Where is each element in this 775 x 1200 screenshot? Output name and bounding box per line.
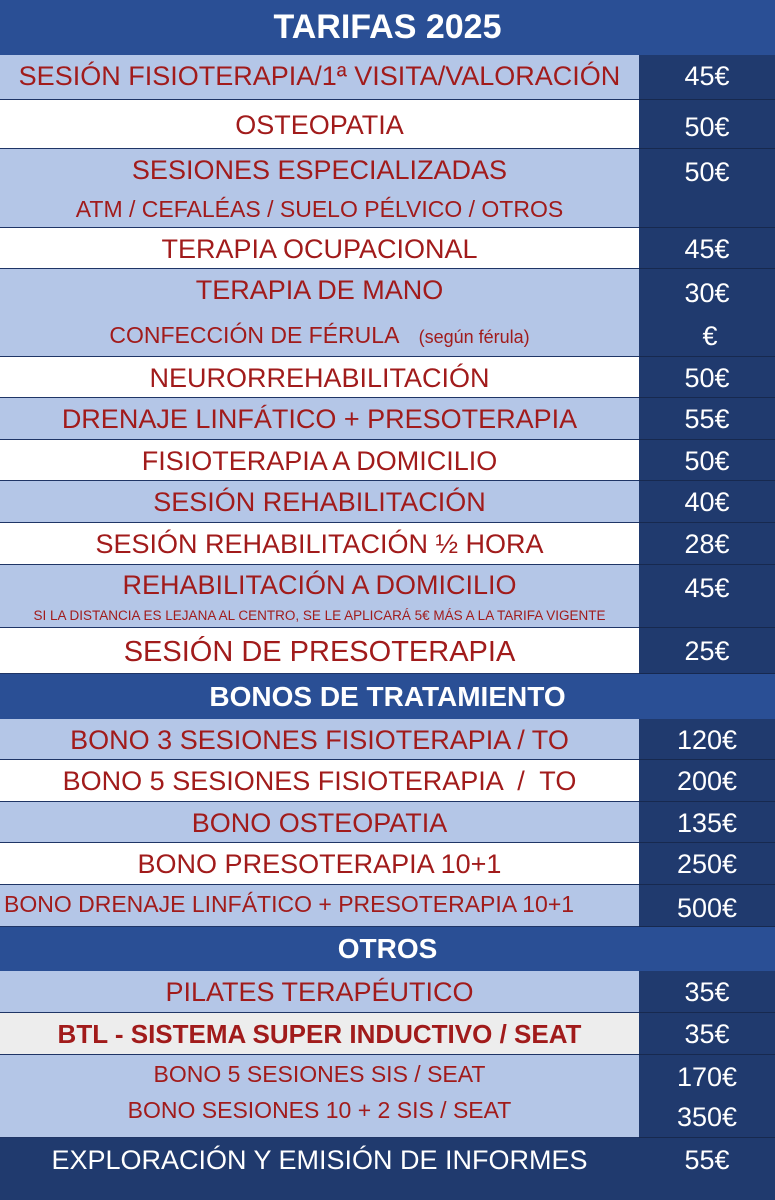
service-name: BONO 3 SESIONES FISIOTERAPIA / TO xyxy=(70,725,569,755)
service-name: BTL - SISTEMA SUPER INDUCTIVO / SEAT xyxy=(57,1019,582,1049)
tariff-row xyxy=(0,719,775,760)
tariff-row xyxy=(0,55,775,100)
service-price: 50€ xyxy=(684,363,730,393)
service-price: 28€ xyxy=(684,529,730,559)
service-name: BONO DRENAJE LINFÁTICO + PRESOTERAPIA 10+1 xyxy=(4,891,575,917)
service-name: PILATES TERAPÉUTICO xyxy=(165,977,474,1007)
service-name: REHABILITACIÓN A DOMICILIO xyxy=(122,570,517,600)
service-price: 120€ xyxy=(676,725,738,755)
service-name: BONO OSTEOPATIA xyxy=(191,808,448,838)
service-subprice: € xyxy=(702,321,718,351)
tariff-row xyxy=(0,357,775,398)
service-name: SESIONES ESPECIALIZADAS xyxy=(131,155,508,185)
tariff-row xyxy=(0,971,775,1013)
service-subname xyxy=(0,324,639,347)
service-price: 50€ xyxy=(684,112,730,142)
service-name: BONO 5 SESIONES FISIOTERAPIA / TO xyxy=(62,766,577,796)
service-name: SESIÓN FISIOTERAPIA/1ª VISITA/VALORACIÓN xyxy=(18,61,621,91)
service-subname: SI LA DISTANCIA ES LEJANA AL CENTRO, SE LE APLICARÁ 5€ MÁS A LA TARIFA VIGENTE xyxy=(33,608,606,623)
section-header-otros: OTROS xyxy=(0,927,775,971)
service-price: 250€ xyxy=(676,849,738,879)
tariff-row xyxy=(0,523,775,565)
tariff-row xyxy=(0,843,775,885)
tariff-row xyxy=(0,228,775,269)
service-price: 135€ xyxy=(676,808,738,838)
service-name: TERAPIA DE MANO xyxy=(195,275,444,305)
service-price: 50€ xyxy=(684,446,730,476)
service-price: 30€ xyxy=(684,278,730,308)
service-name: DRENAJE LINFÁTICO + PRESOTERAPIA xyxy=(61,404,578,434)
tariff-row xyxy=(0,100,775,149)
tariff-row xyxy=(0,885,775,927)
tariff-row xyxy=(0,1138,775,1200)
tariff-row xyxy=(0,1055,775,1138)
subname-note: (según férula) xyxy=(418,327,530,347)
service-price: 45€ xyxy=(684,573,730,603)
service-name: SESIÓN REHABILITACIÓN ½ HORA xyxy=(95,529,544,559)
subname-text: CONFECCIÓN DE FÉRULA xyxy=(109,322,400,348)
service-price: 500€ xyxy=(676,893,738,923)
tariff-row xyxy=(0,440,775,481)
service-name: FISIOTERAPIA A DOMICILIO xyxy=(141,446,498,476)
service-price: 50€ xyxy=(684,157,730,187)
service-price: 55€ xyxy=(684,404,730,434)
service-price: 35€ xyxy=(684,1019,730,1049)
tariff-row xyxy=(0,628,775,674)
service-name: BONO PRESOTERAPIA 10+1 xyxy=(137,849,502,879)
service-price: 40€ xyxy=(684,487,730,517)
page-title: TARIFAS 2025 xyxy=(0,0,775,55)
service-name: NEURORREHABILITACIÓN xyxy=(149,363,490,393)
section-header-bonos: BONOS DE TRATAMIENTO xyxy=(0,674,775,719)
service-name: BONO SESIONES 10 + 2 SIS / SEAT xyxy=(127,1097,512,1123)
tariff-row xyxy=(0,760,775,802)
service-price: 45€ xyxy=(684,234,730,264)
service-price: 200€ xyxy=(676,766,738,796)
tariff-row xyxy=(0,802,775,843)
service-price: 45€ xyxy=(684,61,730,91)
service-name: SESIÓN REHABILITACIÓN xyxy=(153,487,486,517)
service-name: SESIÓN DE PRESOTERAPIA xyxy=(123,636,516,668)
tariff-row xyxy=(0,565,775,628)
tariff-row xyxy=(0,1013,775,1055)
service-price: 25€ xyxy=(684,636,730,666)
tariff-row xyxy=(0,398,775,440)
tariff-row xyxy=(0,269,775,357)
service-name: EXPLORACIÓN Y EMISIÓN DE INFORMES xyxy=(51,1145,588,1175)
service-name: TERAPIA OCUPACIONAL xyxy=(161,234,478,264)
service-name: OSTEOPATIA xyxy=(235,110,404,140)
service-price: 35€ xyxy=(684,977,730,1007)
service-name: BONO 5 SESIONES SIS / SEAT xyxy=(153,1061,486,1087)
tariff-row xyxy=(0,149,775,228)
tariff-row xyxy=(0,481,775,523)
service-price: 170€ xyxy=(676,1062,738,1092)
service-price: 350€ xyxy=(676,1102,738,1132)
service-subname: ATM / CEFALÉAS / SUELO PÉLVICO / OTROS xyxy=(75,196,564,222)
service-price: 55€ xyxy=(684,1145,730,1175)
